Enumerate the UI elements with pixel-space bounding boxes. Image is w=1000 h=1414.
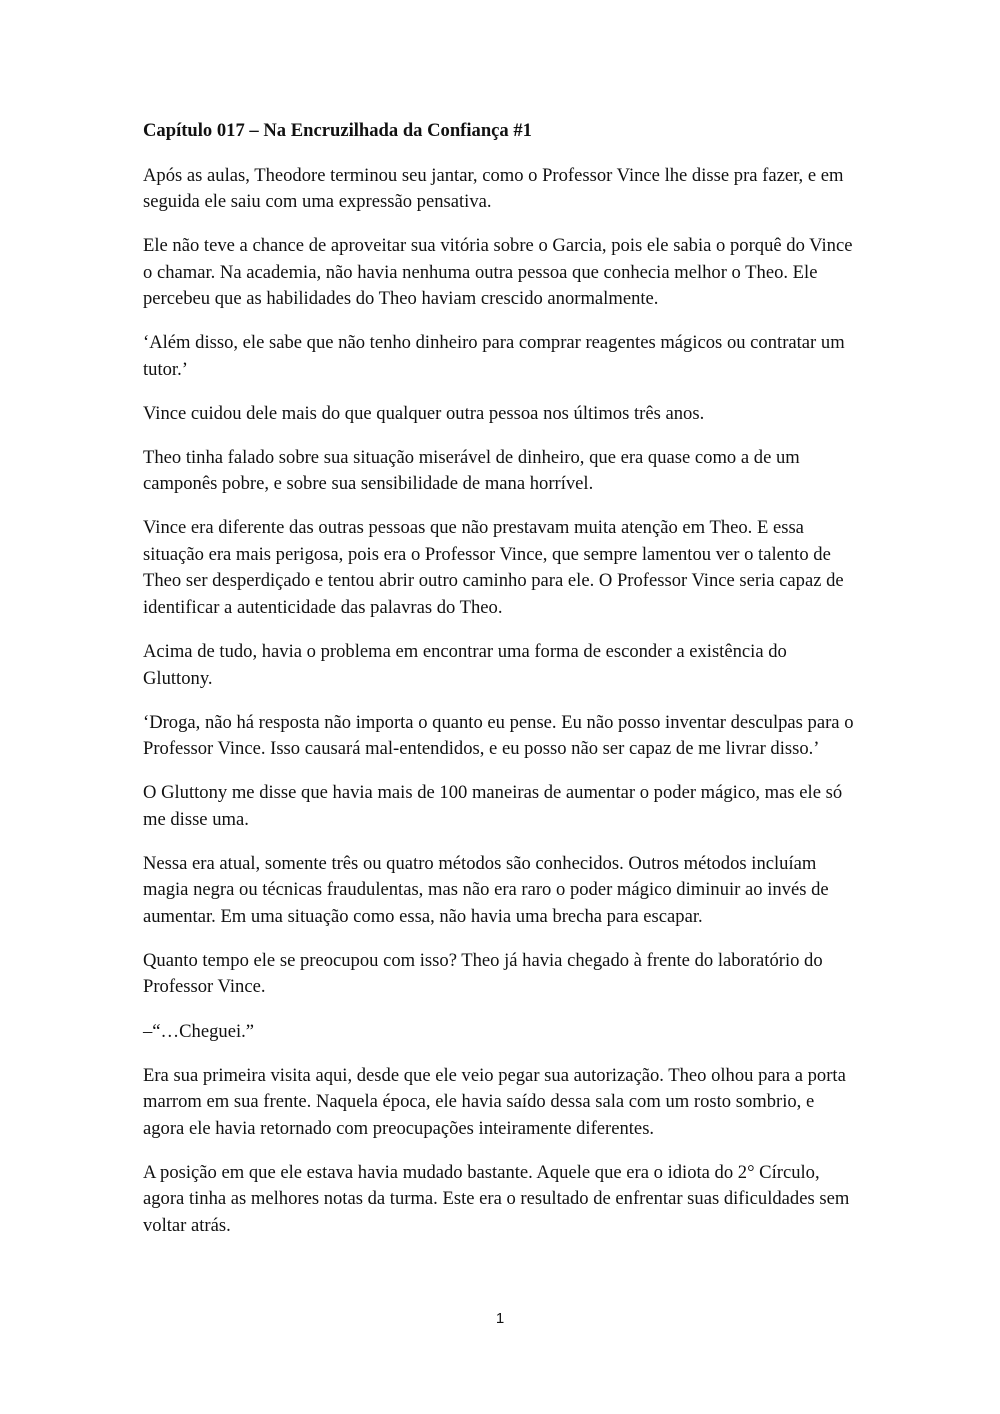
page-number: 1 <box>495 1310 505 1327</box>
paragraph: ‘Além disso, ele sabe que não tenho dinheiro para comprar reagentes mágicos ou contratar um tutor.’ <box>143 332 845 380</box>
paragraph: –“…Cheguei.” <box>143 1020 255 1042</box>
paragraph: Vince cuidou dele mais do que qualquer outra pessoa nos últimos três anos. <box>143 402 705 424</box>
paragraph: Vince era diferente das outras pessoas que não prestavam muita atenção em Theo. E essa situação era mais perigosa, pois era o Professor Vince, que sempre lamentou ver o talento de Theo ser desperdiçado e tentou abrir outro caminho para ele. O Professor Vince seria capaz de identificar a autenticidade das palavras do Theo. <box>143 517 844 618</box>
document-body <box>143 118 859 1257</box>
paragraph: A posição em que ele estava havia mudado bastante. Aquele que era o idiota do 2° Círculo, agora tinha as melhores notas da turma. Este era o resultado de enfrentar suas dificuldades sem voltar atrás. <box>143 1161 850 1236</box>
paragraph: Após as aulas, Theodore terminou seu jantar, como o Professor Vince lhe disse pra fazer, e em seguida ele saiu com uma expressão pensativa. <box>143 164 844 212</box>
paragraph: Ele não teve a chance de aproveitar sua vitória sobre o Garcia, pois ele sabia o porquê do Vince o chamar. Na academia, não havia nenhuma outra pessoa que conhecia melhor o Theo. Ele percebeu que as habilidades do Theo haviam crescido anormalmente. <box>143 235 853 310</box>
paragraph: Acima de tudo, havia o problema em encontrar uma forma de esconder a existência do Gluttony. <box>143 641 787 689</box>
paragraph: Theo tinha falado sobre sua situação miserável de dinheiro, que era quase como a de um camponês pobre, e sobre sua sensibilidade de mana horrível. <box>143 446 800 495</box>
paragraph: O Gluttony me disse que havia mais de 100 maneiras de aumentar o poder mágico, mas ele só me disse uma. <box>143 782 843 830</box>
chapter-title: Capítulo 017 – Na Encruzilhada da Confiança #1 <box>143 120 532 141</box>
paragraph: ‘Droga, não há resposta não importa o quanto eu pense. Eu não posso inventar desculpas para o Professor Vince. Isso causará mal-entendidos, e eu posso não ser capaz de me livrar disso.’ <box>143 711 854 760</box>
paragraph: Era sua primeira visita aqui, desde que ele veio pegar sua autorização. Theo olhou para a porta marrom em sua frente. Naquela época, ele havia saído dessa sala com um rosto sombrio, e agora ele havia retornado com preocupações inteiramente diferentes. <box>143 1064 846 1139</box>
paragraph: Quanto tempo ele se preocupou com isso? Theo já havia chegado à frente do laboratório do Professor Vince. <box>143 949 823 998</box>
paragraph: Nessa era atual, somente três ou quatro métodos são conhecidos. Outros métodos incluíam magia negra ou técnicas fraudulentas, mas não era raro o poder mágico diminuir ao invés de aumentar. Em uma situação como essa, não havia uma brecha para escapar. <box>143 852 829 927</box>
